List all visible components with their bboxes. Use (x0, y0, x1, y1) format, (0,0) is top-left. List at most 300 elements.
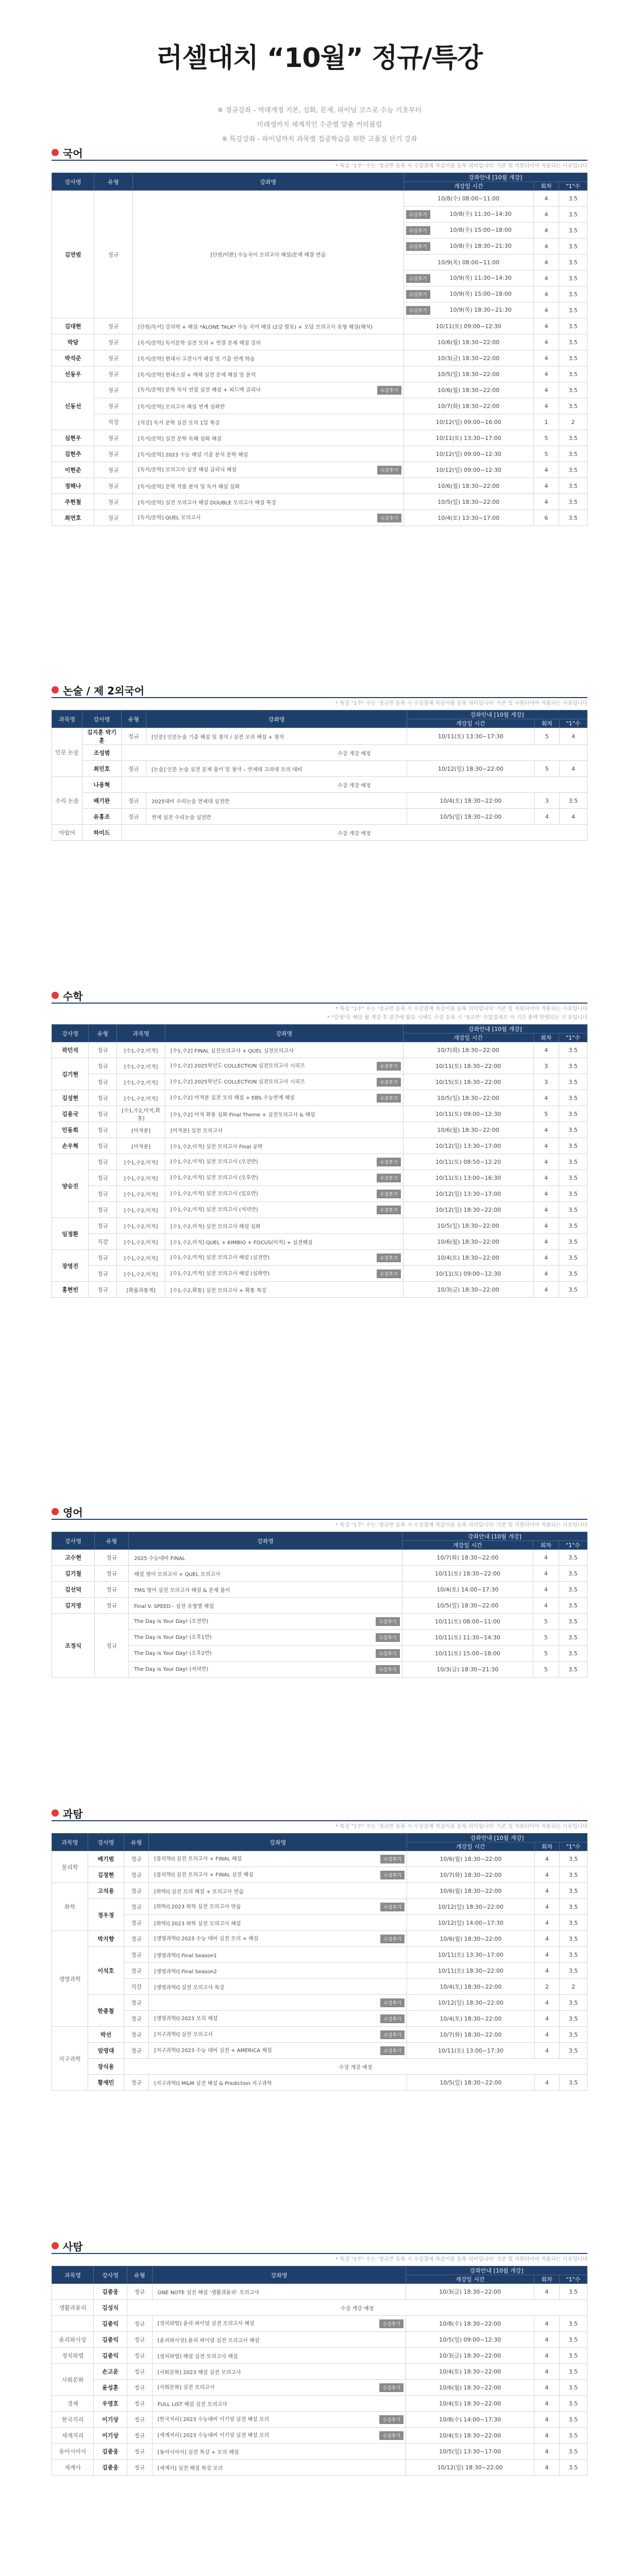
weeks-cell: 4 (534, 1899, 559, 1915)
fee-cell: 3.5 (559, 1058, 587, 1074)
teacher-cell: 김현주 (52, 446, 94, 462)
teacher-cell: 김지훈 박기훈 (82, 728, 121, 745)
col-area: 과목명 (52, 1834, 88, 1851)
fee-cell: 3.5 (559, 1646, 587, 1662)
type-cell: 정규 (124, 2027, 148, 2043)
type-cell: 정규 (127, 2284, 153, 2300)
course-cell (165, 1170, 403, 1186)
fee-cell: 3.5 (559, 2428, 587, 2444)
bullet-icon (52, 1809, 59, 1817)
weeks-cell: 4 (533, 1266, 559, 1282)
section-title: 국어 (63, 147, 83, 160)
fee-cell: 3.5 (559, 382, 587, 398)
course-name: [수1,수2] FINAL 실전모의고사 + QUEL 실전모의고사 (170, 1048, 294, 1054)
course-name: 2025대비 수리논술 연세대 실전반 (152, 799, 229, 805)
type-cell: 정규 (89, 1074, 117, 1090)
fee-cell: 3.5 (560, 2075, 587, 2091)
fee-cell: 3.5 (559, 302, 587, 318)
review-badge[interactable]: 수강후기 (376, 1665, 400, 1674)
teacher-cell: 엄영대 (88, 2043, 124, 2059)
review-badge[interactable]: 수강후기 (377, 386, 401, 395)
course-cell (149, 1851, 407, 1867)
col-teacher: 강사명 (82, 710, 121, 728)
fee-cell: 3.5 (560, 1851, 587, 1867)
table-row (52, 1931, 587, 1947)
col-start-top: 강좌안내 [10월 개강] (407, 1834, 587, 1842)
teacher-cell: 선동우 (52, 366, 94, 382)
course-cell (165, 1042, 403, 1058)
subject-cell: [미적분] (117, 1138, 165, 1154)
table-row (52, 1138, 587, 1154)
course-name: [수1,수2,미적] 실전 모의고사 (저녁반) (170, 1207, 258, 1213)
type-cell: 정규 (124, 1995, 148, 2011)
course-name: 해설 영어 모의고사 + QUEL 모의고사 (134, 1571, 221, 1578)
subject-cell: [수1,수2,미적] (117, 1250, 165, 1266)
review-badge[interactable]: 수강후기 (380, 2014, 405, 2023)
schedule-cell: 10/4(토) 13:30~17:00 (403, 510, 533, 526)
weeks-cell: 4 (533, 302, 559, 318)
course-name: [수1,수2,미적] QUEL + KIMBIO + FOCUS(미적) + 실전해설 (170, 1240, 313, 1246)
review-badge[interactable]: 수강후기 (406, 306, 430, 315)
table-row (52, 2428, 587, 2444)
course-name: [사회문화] 실전 모의고사 (157, 2385, 215, 2391)
type-cell: 정규 (89, 1106, 117, 1122)
fee-cell: 3.5 (559, 494, 587, 510)
type-cell: 정규 (89, 1282, 117, 1298)
course-cell (149, 1995, 407, 2011)
teacher-cell: 김종익 (94, 2348, 127, 2364)
review-badge[interactable]: 수강후기 (376, 1617, 400, 1626)
schedule-cell: 10/12(일) 13:30~17:00 (403, 1138, 533, 1154)
course-cell (165, 1138, 403, 1154)
course-cell (152, 2284, 406, 2300)
review-badge[interactable]: 수강후기 (377, 466, 401, 474)
review-badge[interactable]: 수강후기 (380, 1998, 405, 2007)
course-name: [수1,수2] 미적분 실전 모의 해설 + EBS 수능연계 해설 (170, 1095, 295, 1101)
course-cell (132, 382, 403, 398)
table-row (52, 430, 587, 446)
course-cell (149, 2043, 407, 2059)
fee-cell: 3.5 (559, 2284, 587, 2300)
review-badge[interactable]: 수강후기 (377, 1078, 401, 1087)
col-type: 유형 (89, 1025, 117, 1042)
review-badge[interactable]: 수강후기 (379, 2383, 403, 2392)
fee-cell: 3.5 (559, 510, 587, 526)
review-badge[interactable]: 수강후기 (377, 1206, 401, 1214)
fee-cell: 3.5 (560, 1867, 587, 1883)
table-row (52, 2460, 587, 2476)
course-name: [생명과학I] Final Season2 (154, 1969, 217, 1975)
type-cell: 정규 (94, 318, 133, 334)
review-badge[interactable]: 수강후기 (379, 2431, 403, 2440)
teacher-cell: 이석호 (88, 1947, 124, 1995)
col-start-top: 강좌안내 [10월 개강] (406, 2266, 587, 2275)
weeks-cell: 3 (533, 1074, 559, 1090)
teacher-cell: 손고운 (94, 2364, 127, 2380)
fee-cell: 3.5 (559, 1614, 587, 1630)
weeks-cell: 4 (534, 2412, 560, 2428)
schedule-cell: 10/12(일) 18:30~22:00 (407, 1899, 535, 1915)
type-cell: 직강 (124, 1979, 148, 1995)
course-name: The Day is Your Day! (오후2반) (134, 1651, 212, 1656)
weeks-cell: 4 (534, 1883, 559, 1899)
course-cell: 수강 개강 예정 (124, 2059, 587, 2075)
type-cell: 정규 (127, 2396, 153, 2412)
weeks-cell: 4 (533, 1154, 559, 1170)
course-cell (149, 1915, 407, 1931)
course-name: [독서/문학] 모의고사 해설 연계 심화반 (138, 404, 225, 410)
course-name: [독서/문학] 실전 문학 독해 심화 해설 (138, 436, 222, 442)
bullet-icon (52, 992, 59, 999)
course-name: TMS 영어 실전 모의고사 해설 & 문제 풀이 (134, 1587, 230, 1594)
course-name: [독서/문학] 현대시·고전시가 해설 및 기출 연계 학습 (138, 356, 255, 362)
fee-cell: 3.5 (559, 318, 587, 334)
course-cell (152, 2348, 406, 2364)
type-cell: 정규 (89, 1154, 117, 1170)
schedule-cell: 10/5(일) 09:00~12:30 (406, 2332, 534, 2348)
weeks-cell: 4 (533, 1138, 559, 1154)
fee-cell: 3.5 (559, 1202, 587, 1218)
weeks-cell: 4 (533, 462, 559, 478)
review-badge[interactable]: 수강후기 (376, 1649, 400, 1658)
course-cell: 수강 개강 예정 (121, 777, 587, 793)
weeks-cell: 4 (533, 1582, 559, 1598)
col-type: 유형 (94, 1532, 128, 1550)
area-cell: 동아시아사 (52, 2444, 94, 2460)
schedule-cell (403, 255, 533, 270)
fee-cell: 3.5 (559, 2380, 587, 2396)
start-time: 10/8(수) 08:00~11:00 (438, 195, 500, 202)
type-cell: 정규 (127, 2332, 153, 2348)
teacher-cell: 김기철 (52, 1566, 95, 1582)
table-row (52, 1614, 587, 1630)
fee-cell: 3.5 (559, 398, 587, 414)
schedule-cell: 10/7(화) 18:30~22:00 (407, 1867, 535, 1883)
col-fee: "1"수 (559, 182, 587, 191)
fee-cell: 3.5 (559, 1250, 587, 1266)
weeks-cell: 4 (534, 2316, 560, 2332)
schedule-cell: 10/11(토) 11:30~14:30 (402, 1630, 533, 1646)
schedule-cell (403, 239, 533, 255)
type-cell: 정규 (94, 334, 133, 350)
table-row (52, 494, 587, 510)
col-course: 강좌명 (152, 2266, 406, 2284)
teacher-cell: 장영진 (52, 1250, 89, 1282)
fee-cell: 3.5 (560, 1963, 587, 1979)
weeks-cell: 4 (534, 1915, 559, 1931)
course-cell (165, 1250, 403, 1266)
table-row (52, 793, 587, 809)
schedule-cell: 10/12(일) 18:30~22:00 (406, 2460, 534, 2476)
col-fee: "1"수 (560, 1842, 587, 1851)
teacher-cell: 박담 (52, 334, 94, 350)
teacher-cell: 배기완 (82, 793, 121, 809)
weeks-cell: 2 (534, 1979, 559, 1995)
type-cell: 정규 (94, 398, 133, 414)
type-cell: 정규 (127, 2444, 153, 2460)
weeks-cell: 4 (533, 1566, 559, 1582)
fee-cell: 3.5 (559, 1582, 587, 1598)
review-badge[interactable]: 수강후기 (406, 290, 430, 299)
bullet-icon (52, 149, 59, 156)
review-badge[interactable]: 수강후기 (406, 226, 430, 235)
schedule-cell: 10/3(금) 18:30~22:00 (406, 2348, 534, 2364)
col-start: 개강일 시간 (403, 182, 533, 191)
review-badge[interactable]: 수강후기 (406, 242, 430, 251)
course-name: [물리학I] 실전 모의고사 + FINAL 해설 (154, 1856, 242, 1862)
teacher-cell: 이기상 (94, 2412, 127, 2428)
teacher-cell: 고석용 (88, 1883, 124, 1899)
section-header (52, 1806, 587, 1821)
math-table (52, 1024, 587, 1298)
type-cell: 정규 (89, 1122, 117, 1138)
course-cell (129, 1598, 402, 1614)
weeks-cell: 4 (534, 1995, 559, 2011)
type-cell: 정규 (89, 1090, 117, 1106)
col-start: 개강일 시간 (403, 1033, 533, 1042)
fee-cell: 3.5 (559, 1186, 587, 1202)
teacher-cell: 정우정 (88, 1899, 124, 1931)
fee-cell: 3.5 (559, 2412, 587, 2428)
review-badge[interactable]: 수강후기 (377, 1190, 401, 1198)
fee-cell: 3.5 (559, 334, 587, 350)
teacher-cell: 우영호 (94, 2396, 127, 2412)
course-cell (132, 478, 403, 494)
course-cell (129, 1582, 402, 1598)
teacher-cell: 박선 (88, 2027, 124, 2043)
review-badge[interactable]: 수강후기 (380, 2030, 405, 2039)
type-cell: 정규 (94, 1614, 128, 1677)
review-badge[interactable]: 수강후기 (380, 1935, 405, 1943)
weeks-cell: 4 (533, 366, 559, 382)
table-row (52, 478, 587, 494)
type-cell: 정규 (89, 1170, 117, 1186)
weeks-cell: 4 (533, 494, 559, 510)
review-badge[interactable]: 수강후기 (380, 1871, 405, 1879)
subject-cell: [수1,수2,미적] (117, 1218, 165, 1234)
area-cell (52, 2316, 94, 2332)
fee-cell: 3.5 (559, 2316, 587, 2332)
type-cell: 정규 (124, 1851, 148, 1867)
course-name: [생명과학I] Final Season1 (154, 1953, 217, 1959)
table-row (52, 1947, 587, 1963)
course-cell: 수강 개강 예정 (121, 745, 587, 761)
schedule-cell: 10/11(토) 15:00~18:00 (402, 1646, 533, 1662)
teacher-cell: 박지향 (88, 1931, 124, 1947)
teacher-cell: 하미드 (82, 825, 121, 841)
teacher-cell: 손우혁 (52, 1138, 89, 1154)
course-cell (165, 1266, 403, 1282)
col-start-top: 강좌안내 [10월 개강] (402, 1532, 587, 1541)
review-badge[interactable]: 수강후기 (377, 1062, 401, 1071)
type-cell: 정규 (94, 430, 133, 446)
fee-cell: 2 (560, 1979, 587, 1995)
course-cell (165, 1154, 403, 1170)
note-line: 미래생까지 체계적인 수준별 맞춤 커리큘럼 (257, 121, 382, 129)
fee-cell: 3.5 (559, 1154, 587, 1170)
table-row (52, 191, 587, 207)
col-area: 과목명 (52, 2266, 94, 2284)
review-badge[interactable]: 수강후기 (376, 1633, 400, 1642)
schedule-cell: 10/12(일) 13:30~17:00 (403, 1186, 533, 1202)
course-cell (129, 1614, 402, 1630)
area-cell: 세계지리 (52, 2428, 94, 2444)
table-note: * 특강 "1주" 수는 '정규반 등록 시 수강결제 차감이용 등록 의미입니다' 기존 및 지원되어야 적용되는 시유입니다 (335, 701, 587, 706)
course-name: [수1,수2,미적] 실전 모의고사 해설 (심화반) (170, 1271, 270, 1277)
schedule-cell: 10/5(일) 18:30~22:00 (403, 494, 533, 510)
col-weeks: 회차 (534, 2275, 560, 2284)
teacher-cell: 장식용 (88, 2059, 124, 2075)
type-cell: 정규 (89, 1266, 117, 1282)
course-name: [지구과학I] M&M 실전 해설 & Prediction 지구과학 (154, 2080, 272, 2087)
subject-cell: [수1,수2,미적] (117, 1058, 165, 1074)
subject-cell: [수1,수2,미적] (117, 1042, 165, 1058)
review-badge[interactable]: 수강후기 (379, 2415, 403, 2424)
review-badge[interactable]: 수강후기 (377, 1174, 401, 1182)
col-type: 유형 (127, 2266, 153, 2284)
table-row (52, 1851, 587, 1867)
review-badge[interactable]: 수강후기 (377, 1253, 401, 1262)
type-cell: 정규 (121, 793, 146, 809)
fee-cell: 3.5 (559, 1218, 587, 1234)
type-cell: 정규 (89, 1058, 117, 1074)
course-cell (146, 728, 407, 745)
schedule-cell: 10/3(금) 18:30~22:00 (403, 1282, 533, 1298)
course-name: [정치와법] 윤리 파이널 실전 모의고사 해설 (157, 2321, 255, 2327)
course-cell (152, 2412, 406, 2428)
weeks-cell: 4 (533, 1090, 559, 1106)
schedule-cell (403, 207, 533, 223)
type-cell: 정규 (94, 478, 133, 494)
review-badge[interactable]: 수강후기 (377, 1269, 401, 1278)
course-cell (152, 2428, 406, 2444)
fee-cell: 3.5 (559, 1170, 587, 1186)
fee-cell: 3.5 (559, 366, 587, 382)
type-cell: 정규 (127, 2364, 153, 2380)
subject-cell: [수1,수2,미적] (117, 1202, 165, 1218)
weeks-cell: 4 (533, 1282, 559, 1298)
table-note: * 특강 "1주" 수는 '정규반 등록 시 수강결제 차감이용 등록 의미입니다' 기존 및 지원되어야 적용되는 시유입니다 (335, 1824, 587, 1829)
course-cell (149, 2011, 407, 2027)
course-cell (152, 2316, 406, 2332)
schedule-cell: 10/5(일) 18:30~22:00 (403, 1090, 533, 1106)
table-row (52, 1979, 587, 1995)
weeks-cell: 4 (534, 1931, 559, 1947)
type-cell: 정규 (94, 350, 133, 366)
type-cell: 정규 (94, 1550, 128, 1566)
course-cell (152, 2332, 406, 2348)
col-type: 유형 (94, 173, 133, 191)
type-cell: 정규 (89, 1218, 117, 1234)
schedule-cell: 10/4(토) 18:30~22:00 (407, 793, 535, 809)
type-cell: 정규 (94, 510, 133, 526)
course-name: [사회문화] 2023 해설 실전 모의고사 (157, 2369, 241, 2376)
course-name: [지구과학I] 2023 수능 대비 실전 + AMERICA 해설 (154, 2048, 272, 2054)
fee-cell: 3.5 (559, 270, 587, 286)
weeks-cell: 4 (534, 2444, 560, 2460)
course-cell (149, 1947, 407, 1963)
teacher-cell: 최연호 (52, 510, 94, 526)
section-title: 논술 / 제 2외국어 (63, 684, 145, 697)
schedule-cell: 10/12(일) 14:00~17:30 (407, 1915, 535, 1931)
table-row (52, 1883, 587, 1899)
weeks-cell: 4 (534, 2011, 559, 2027)
course-name: [독서/문학] 문학 독서 연결 실전 해설 + 피드백 클리닉 (138, 387, 261, 393)
area-cell: 생명과학 (52, 1931, 88, 2027)
course-cell: 수강 개강 예정 (121, 825, 587, 841)
social-table (52, 2266, 587, 2476)
table-row (52, 1074, 587, 1090)
note-line: ※ 특강강좌 - 파이널까지 과목별 집중학습을 위한 고품질 단기 강좌 (222, 135, 417, 143)
schedule-cell: 10/11(토) 08:50~12:20 (403, 1154, 533, 1170)
schedule-cell (403, 286, 533, 302)
subject-cell: [수1,수2,미적] (117, 1234, 165, 1250)
table-row (52, 1915, 587, 1931)
course-name: [수1,수2] 2025학년도 COLLECTION 실전모의고사 시리즈 (170, 1063, 305, 1069)
col-teacher: 강사명 (52, 1532, 95, 1550)
review-badge[interactable]: 수강후기 (380, 1855, 405, 1863)
col-course: 강좌명 (149, 1834, 407, 1851)
type-cell: 정규 (89, 1186, 117, 1202)
schedule-cell: 10/7(화) 18:30~22:00 (402, 1550, 533, 1566)
review-badge[interactable]: 수강후기 (406, 210, 430, 219)
section-title: 수학 (63, 990, 83, 1003)
table-row (52, 2316, 587, 2332)
review-badge[interactable]: 수강후기 (377, 1158, 401, 1166)
course-name: [화학I] 2023 화학 실전 모의고사 해설 (154, 1921, 241, 1927)
type-cell: 정규 (94, 1582, 128, 1598)
schedule-cell: 10/4(토) 18:30~22:00 (406, 2396, 534, 2412)
course-cell (132, 446, 403, 462)
area-cell: 경제 (52, 2396, 94, 2412)
fee-cell: 3.5 (560, 1947, 587, 1963)
weeks-cell: 4 (534, 2027, 559, 2043)
subject-cell: [수1,수2,미적] (117, 1090, 165, 1106)
type-cell: 정규 (94, 462, 133, 478)
table-row (52, 350, 587, 366)
area-cell: 정치와법 (52, 2348, 94, 2364)
type-cell: 정규 (127, 2428, 153, 2444)
review-badge[interactable]: 수강후기 (406, 274, 430, 283)
review-badge[interactable]: 수강후기 (377, 1094, 401, 1103)
review-badge[interactable]: 수강후기 (377, 514, 401, 522)
section-title: 과탐 (63, 1807, 83, 1820)
review-badge[interactable]: 수강후기 (380, 2046, 405, 2055)
fee-cell: 3.5 (559, 1106, 587, 1122)
review-badge[interactable]: 수강후기 (380, 1903, 405, 1911)
col-course: 강좌명 (165, 1025, 403, 1042)
start-time: 10/9(목) 15:00~18:00 (449, 291, 512, 297)
weeks-cell: 5 (533, 1646, 559, 1662)
course-name: [독서/문학] 현대소설 + 매체 실전 문제 해설 및 분석 (138, 372, 256, 378)
weeks-cell: 4 (534, 2380, 560, 2396)
subject-cell: [수1,수2,미적] (117, 1074, 165, 1090)
teacher-cell: 홍현빈 (52, 1282, 89, 1298)
type-cell: 정규 (124, 1931, 148, 1947)
course-cell (132, 334, 403, 350)
course-cell (146, 761, 407, 777)
teacher-cell: 김용국 (52, 1106, 89, 1122)
schedule-cell: 10/8(수) 14:00~17:30 (406, 2412, 534, 2428)
course-cell (129, 1662, 402, 1677)
col-type: 유형 (124, 1834, 148, 1851)
course-name: [독서/문학] QUEL 모의고사 (138, 515, 201, 521)
weeks-cell: 3 (533, 1058, 559, 1074)
fee-cell: 3.5 (559, 1266, 587, 1282)
review-badge[interactable]: 수강후기 (379, 2319, 403, 2328)
teacher-cell: 이현준 (52, 462, 94, 478)
fee-cell: 3.5 (560, 2027, 587, 2043)
